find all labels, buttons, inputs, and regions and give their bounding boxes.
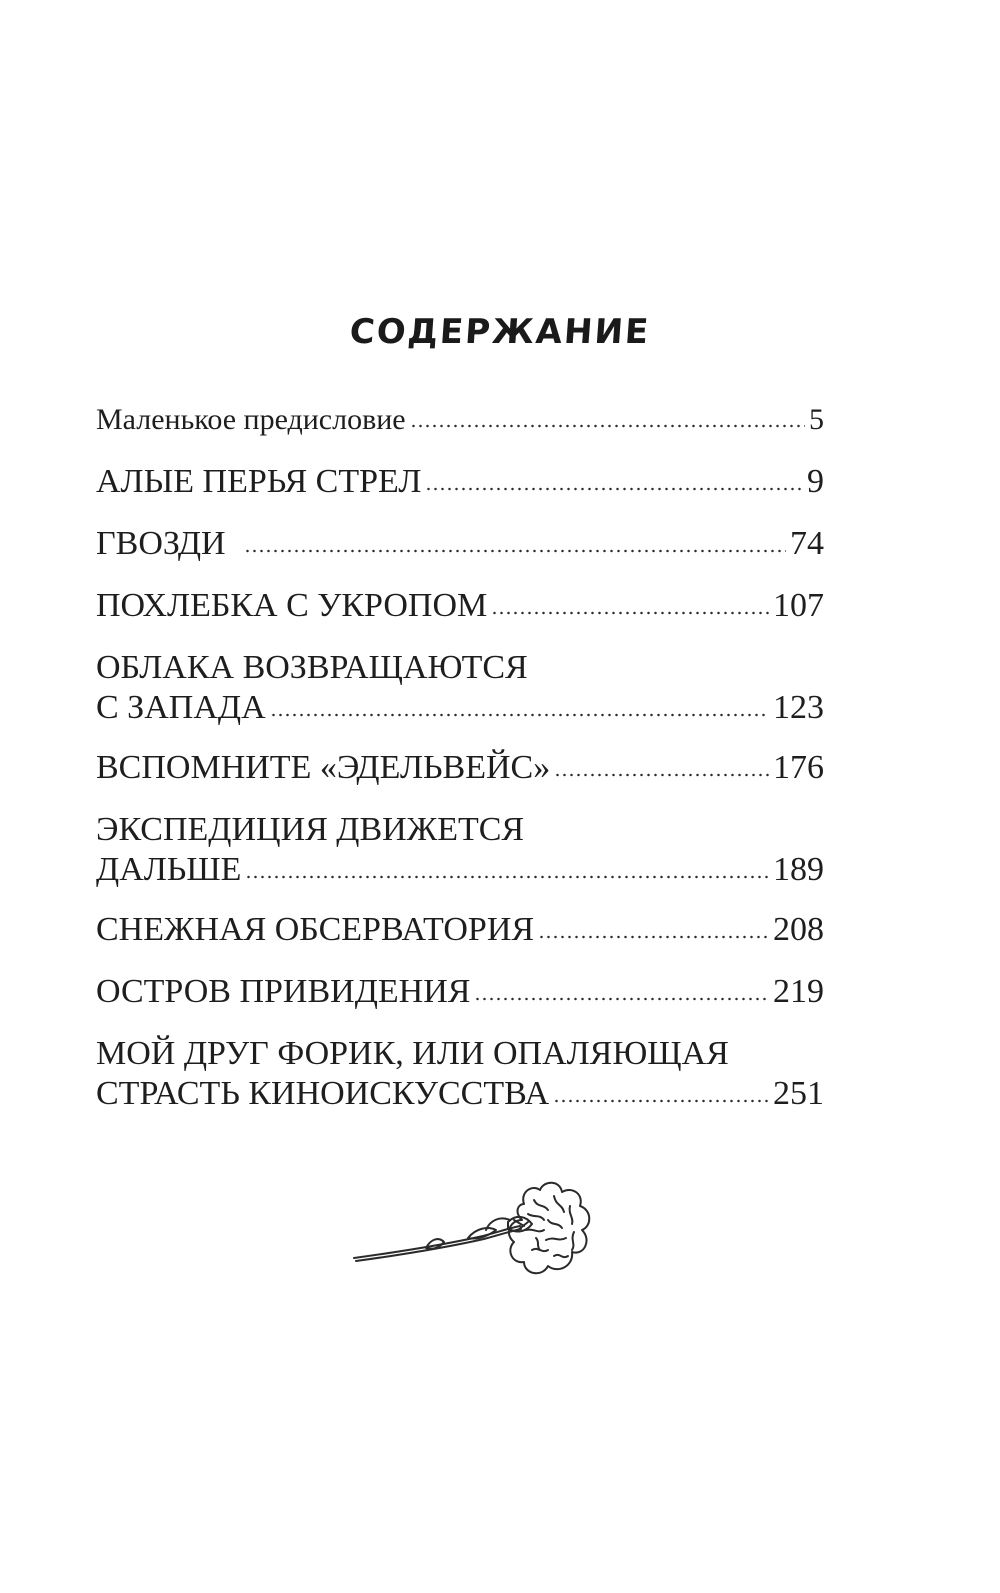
toc-entry xyxy=(96,462,824,502)
toc-entry xyxy=(96,648,824,728)
dot-leader xyxy=(491,611,769,615)
toc-page-number: 189 xyxy=(773,851,824,888)
dot-leader xyxy=(270,713,769,717)
toc-entry-title: ВСПОМНИТЕ «ЭДЕЛЬВЕЙС» xyxy=(96,749,551,786)
toc-entry-title: ПОХЛЕБКА С УКРОПОМ xyxy=(96,587,488,624)
toc-page-number: 251 xyxy=(773,1075,824,1112)
toc-page-number: 5 xyxy=(809,403,824,436)
dot-leader xyxy=(410,424,805,428)
dot-leader xyxy=(244,549,786,553)
toc-entry-title: СНЕЖНАЯ ОБСЕРВАТОРИЯ xyxy=(96,911,535,948)
carnation-icon xyxy=(348,1170,598,1300)
table-of-contents xyxy=(96,400,824,1134)
toc-page-number: 219 xyxy=(773,973,824,1010)
toc-page-number: 9 xyxy=(807,463,824,500)
page-title: СОДЕРЖАНИЕ xyxy=(348,312,652,352)
toc-entry xyxy=(96,586,824,626)
toc-entry-title-continued: ДАЛЬШЕ xyxy=(96,851,242,888)
toc-entry-title-continued: С ЗАПАДА xyxy=(96,689,266,726)
toc-entry xyxy=(96,1034,824,1114)
dot-leader xyxy=(553,1099,769,1103)
toc-entry xyxy=(96,748,824,788)
toc-entry xyxy=(96,972,824,1012)
toc-page-number: 107 xyxy=(773,587,824,624)
toc-entry xyxy=(96,910,824,950)
toc-page-number: 208 xyxy=(773,911,824,948)
dot-leader xyxy=(554,773,769,777)
dot-leader xyxy=(538,935,769,939)
toc-entry-title: МОЙ ДРУГ ФОРИК, ИЛИ ОПАЛЯЮЩАЯ xyxy=(96,1035,729,1072)
toc-page-number: 176 xyxy=(773,749,824,786)
toc-entry-title: АЛЫЕ ПЕРЬЯ СТРЕЛ xyxy=(96,463,422,500)
toc-entry-title: ГВОЗДИ xyxy=(96,525,226,562)
toc-entry-title: ОСТРОВ ПРИВИДЕНИЯ xyxy=(96,973,471,1010)
toc-entry-title-continued: СТРАСТЬ КИНОИСКУССТВА xyxy=(96,1075,550,1112)
toc-page-number: 74 xyxy=(790,525,824,562)
toc-entry-title: Маленькое предисловие xyxy=(96,403,406,436)
dot-leader xyxy=(474,997,769,1001)
dot-leader xyxy=(245,875,769,879)
dot-leader xyxy=(425,487,803,491)
toc-entry xyxy=(96,400,824,440)
toc-entry xyxy=(96,810,824,890)
toc-entry xyxy=(96,524,824,564)
toc-page-number: 123 xyxy=(773,689,824,726)
toc-entry-title: ЭКСПЕДИЦИЯ ДВИЖЕТСЯ xyxy=(96,811,525,848)
toc-entry-title: ОБЛАКА ВОЗВРАЩАЮТСЯ xyxy=(96,649,528,686)
